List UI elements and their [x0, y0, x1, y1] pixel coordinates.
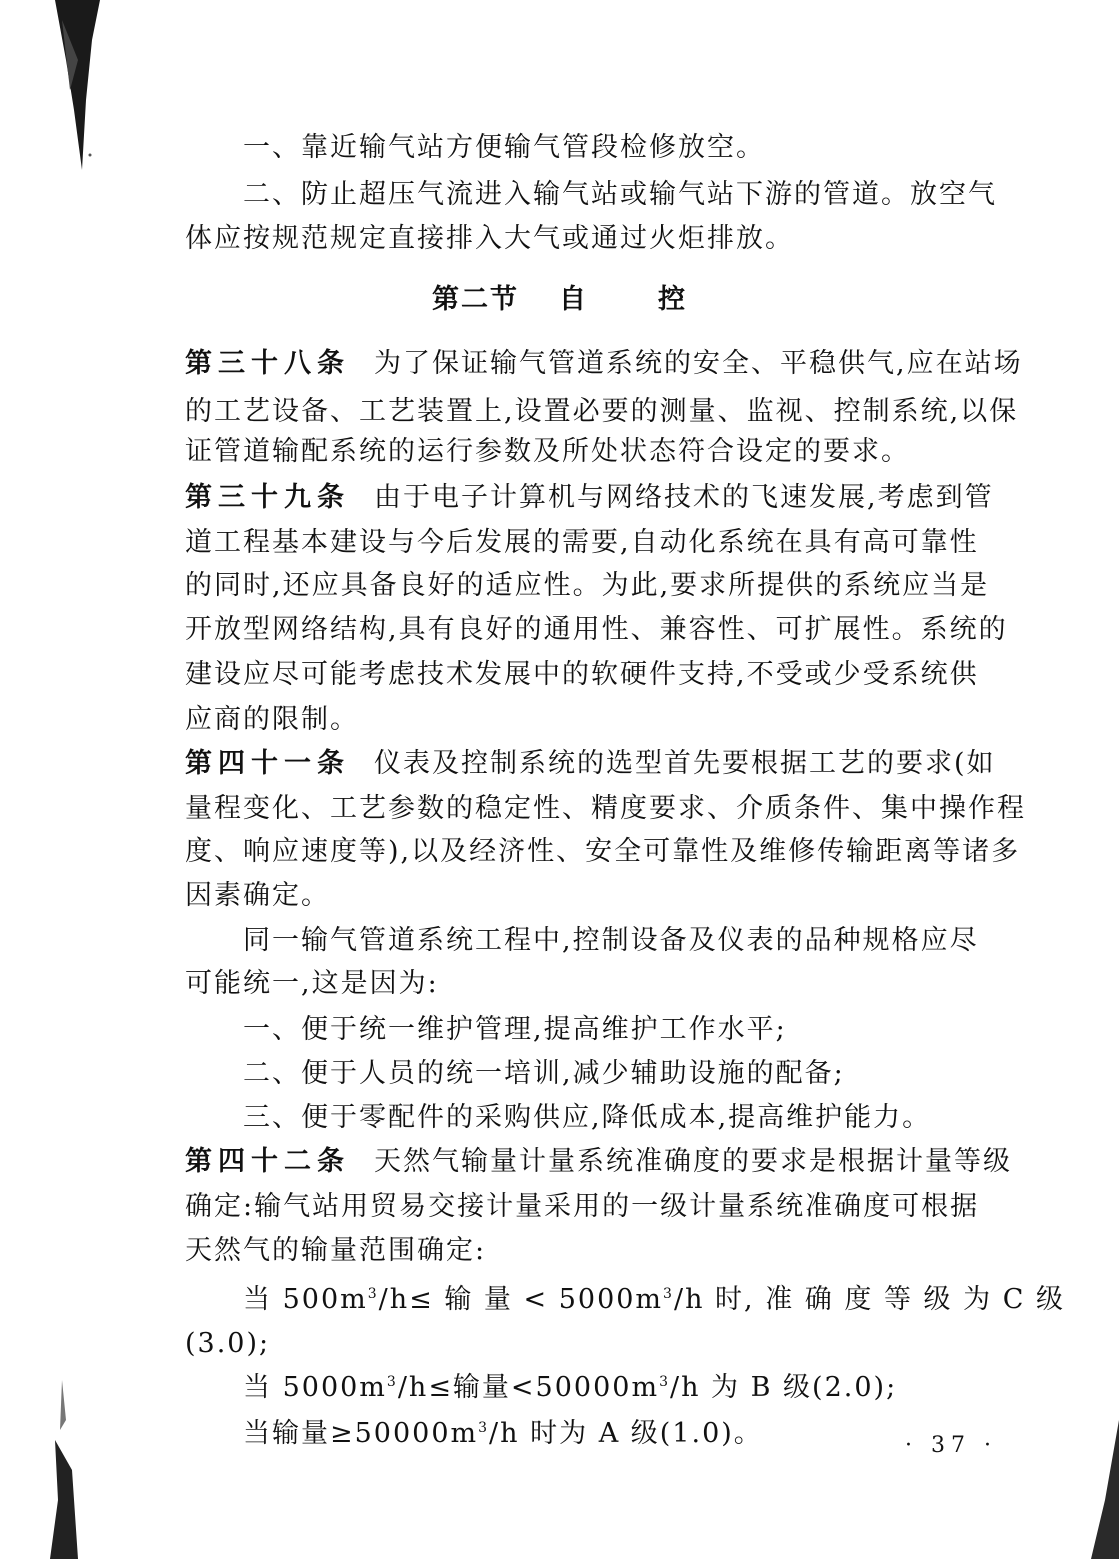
article-42-text-1: 天然气输量计量系统准确度的要求是根据计量等级: [374, 1146, 1012, 1177]
section-heading-part3: 控: [658, 284, 687, 315]
article-41-para2-line-2: 可能统一,这是因为:: [185, 968, 439, 999]
grade-c-suffix: /h 时, 准 确 度 等 级 为 C 级: [673, 1284, 1065, 1315]
section-heading: [0, 281, 1119, 319]
article-38-line-3: 证管道输配系统的运行参数及所处状态符合设定的要求。: [185, 436, 910, 467]
superscript-3: 3: [367, 1286, 379, 1302]
article-41-item-1: 一、便于统一维护管理,提高维护工作水平;: [243, 1014, 787, 1045]
article-42-grade-c-line-1: [243, 1281, 1065, 1319]
grade-b-suffix: /h 为 B 级(2.0);: [669, 1372, 898, 1403]
article-41-number: 第四十一条: [185, 748, 350, 779]
grade-c-prefix: 当 500m: [243, 1284, 368, 1315]
article-41-item-3: 三、便于零配件的采购供应,降低成本,提高维护能力。: [243, 1102, 932, 1133]
article-42-line-1: [185, 1143, 1012, 1181]
article-39-text-1: 由于电子计算机与网络技术的飞速发展,考虑到管: [374, 482, 994, 513]
article-39-line-4: 开放型网络结构,具有良好的通用性、兼容性、可扩展性。系统的: [185, 614, 1008, 645]
article-42-line-2: 确定:输气站用贸易交接计量采用的一级计量系统准确度可根据: [185, 1191, 980, 1222]
grade-a-suffix: /h 时为 A 级(1.0)。: [489, 1418, 763, 1449]
article-41-line-2: 量程变化、工艺参数的稳定性、精度要求、介质条件、集中操作程: [185, 793, 1026, 824]
article-41-item-2: 二、便于人员的统一培训,减少辅助设施的配备;: [243, 1058, 845, 1089]
superscript-3: 3: [663, 1286, 674, 1302]
article-42-grade-c-line-2: (3.0);: [185, 1328, 271, 1359]
section-heading-part1: 第二节: [432, 284, 519, 315]
superscript-3: 3: [386, 1374, 398, 1390]
superscript-3: 3: [659, 1374, 670, 1390]
para-b-line-1: 二、防止超压气流进入输气站或输气站下游的管道。放空气: [243, 179, 997, 210]
article-38-line-1: [185, 345, 1023, 383]
article-41-line-4: 因素确定。: [185, 880, 330, 911]
article-39-line-2: 道工程基本建设与今后发展的需要,自动化系统在具有高可靠性: [185, 527, 979, 558]
article-39-line-6: 应商的限制。: [185, 704, 359, 735]
grade-c-middle: /h≤ 输 量 < 5000m: [378, 1284, 664, 1315]
para-a-line-1: 一、靠近输气站方便输气管段检修放空。: [243, 132, 765, 163]
article-38-line-2: 的工艺设备、工艺装置上,设置必要的测量、监视、控制系统,以保: [185, 396, 1019, 427]
grade-a-prefix: 当输量≥50000m: [243, 1418, 479, 1449]
grade-b-prefix: 当 5000m: [243, 1372, 387, 1403]
grade-b-middle: /h≤输量<50000m: [397, 1372, 660, 1403]
article-39-number: 第三十九条: [185, 482, 350, 513]
article-42-grade-a-line: [243, 1415, 1000, 1453]
article-41-line-1: [185, 745, 1000, 783]
article-41-line-3: 度、响应速度等),以及经济性、安全可靠性及维修传输距离等诸多: [185, 836, 1021, 867]
page-number: · 37 ·: [905, 1433, 997, 1458]
article-38-number: 第三十八条: [185, 348, 350, 379]
article-42-grade-b-line: [243, 1369, 1000, 1407]
article-39-line-3: 的同时,还应具备良好的适应性。为此,要求所提供的系统应当是: [185, 570, 990, 601]
article-41-para2-line-1: 同一输气管道系统工程中,控制设备及仪表的品种规格应尽: [243, 925, 979, 956]
article-42-line-3: 天然气的输量范围确定:: [185, 1235, 487, 1266]
article-39-line-5: 建设应尽可能考虑技术发展中的软硬件支持,不受或少受系统供: [185, 659, 979, 690]
article-41-text-1: 仪表及控制系统的选型首先要根据工艺的要求(如: [374, 748, 996, 779]
article-42-number: 第四十二条: [185, 1146, 350, 1177]
section-heading-part2: 自: [559, 284, 588, 315]
superscript-3: 3: [478, 1420, 490, 1436]
article-39-line-1: [185, 479, 1000, 517]
para-b-line-2: 体应按规范规定直接排入大气或通过火炬排放。: [185, 223, 794, 254]
article-38-text-1: 为了保证输气管道系统的安全、平稳供气,应在站场: [374, 348, 1023, 379]
